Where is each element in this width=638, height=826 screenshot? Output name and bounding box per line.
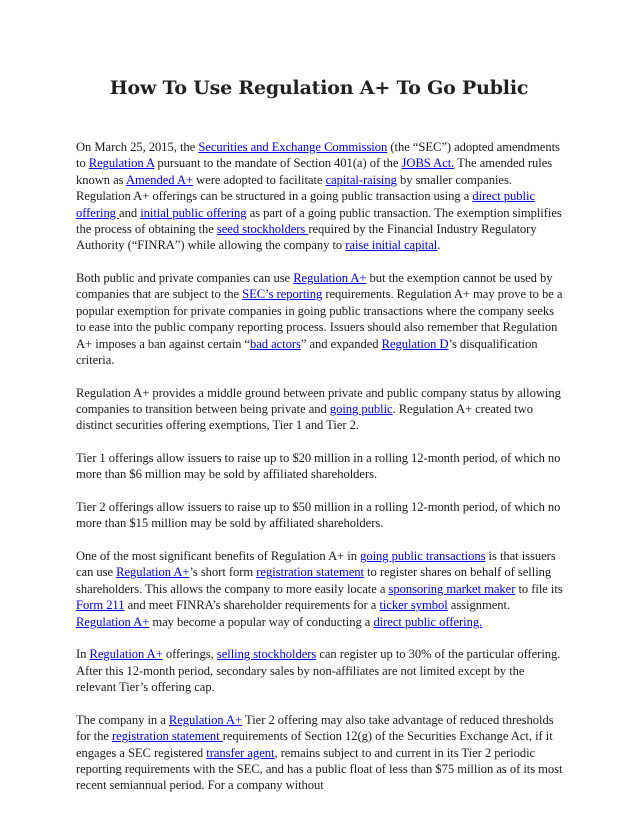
text-run: . Regulation A+ created two distinct securities offering exemptions, Tier 1 and Tier 2. <box>76 402 533 433</box>
inline-link[interactable]: direct public offering. <box>373 614 483 629</box>
paragraph <box>76 270 566 368</box>
paragraph <box>76 139 566 254</box>
text-run: is that issuers can use <box>76 549 556 580</box>
text-run: as part of a going public transaction. The exemption simplifies the process of obtaining the <box>76 205 562 237</box>
inline-link[interactable]: Securities and Exchange Commission <box>198 140 388 154</box>
inline-link[interactable]: Amended A+ <box>125 172 194 187</box>
inline-link[interactable]: seed stockholders <box>216 222 309 237</box>
inline-link[interactable]: raise initial capital <box>345 238 438 253</box>
text-run: assignment. <box>447 598 511 613</box>
inline-link[interactable]: capital-raising <box>325 172 397 187</box>
inline-link[interactable]: Regulation A+ <box>168 712 243 727</box>
text-run: to file its <box>515 581 563 596</box>
inline-link[interactable]: registration statement <box>111 729 223 744</box>
text-run: ’s disqualification criteria. <box>76 336 538 368</box>
text-run: but the exemption cannot be used by companies that are subject to the <box>76 271 553 302</box>
paragraph <box>76 450 566 483</box>
inline-link[interactable]: bad actors <box>249 336 301 351</box>
text-run: pursuant to the mandate of Section 401(a) of the <box>154 156 402 171</box>
inline-link[interactable]: initial public offering <box>140 205 247 220</box>
inline-link[interactable]: JOBS Act. <box>401 156 455 171</box>
inline-link[interactable]: sponsoring market maker <box>388 581 516 596</box>
text-run: On March 25, 2015, the <box>76 140 199 154</box>
inline-link[interactable]: going public transactions <box>360 549 486 564</box>
text-run: ’s short form <box>189 565 257 580</box>
inline-link[interactable]: direct public offering <box>76 189 535 220</box>
document-body <box>76 139 566 810</box>
inline-link[interactable]: Regulation A+ <box>76 614 150 629</box>
inline-link[interactable]: Regulation D <box>381 336 449 351</box>
text-run: Tier 2 offerings allow issuers to raise up to $50 million in a rolling 12-month period, of which no more than $15 million may be sold by affiliated shareholders. <box>76 500 561 531</box>
text-run: may become a popular way of conducting a <box>149 614 374 629</box>
paragraph <box>76 548 566 630</box>
text-run: were adopted to facilitate <box>193 172 326 187</box>
text-run: and meet FINRA’s shareholder requirements for a <box>124 598 380 613</box>
paragraph <box>76 712 566 794</box>
inline-link[interactable]: registration statement <box>256 565 364 580</box>
text-run: (the “SEC”) adopted amendments to <box>76 140 560 171</box>
text-run: Regulation A+ provides a middle ground between private and public company status by allowing companies to transition between being private and <box>76 385 561 417</box>
text-run: , remains subject to and current in its Tier 2 periodic reporting requirements with the SEC, and has a public float of less than $75 million as of its most recent semiannual period. For a company without <box>76 745 563 793</box>
inline-link[interactable]: Regulation A+ <box>89 647 163 662</box>
text-run: to register shares on behalf of selling shareholders. This allows the company to more easily locate a <box>76 565 552 596</box>
text-run: One of the most significant benefits of Regulation A+ in <box>76 549 361 564</box>
inline-link[interactable]: Form 211 <box>76 598 125 613</box>
text-run: The company in a <box>76 712 169 727</box>
text-run: The amended rules known as <box>76 156 553 187</box>
document-title: How To Use Regulation A+ To Go Public <box>109 77 529 99</box>
text-run: requirements. Regulation A+ may prove to be a popular exemption for private companies in going public transactions where the company seeks to ease into the public company reporting process. Issuers should also remember that Regulation A+ imposes a ban against certain “ <box>76 287 563 351</box>
text-run: ” and expanded <box>300 336 382 351</box>
text-run: Both public and private companies can use <box>76 271 294 286</box>
paragraph <box>76 385 566 434</box>
paragraph <box>76 499 566 532</box>
text-run: Tier 1 offerings allow issuers to raise up to $20 million in a rolling 12-month period, of which no more than $6 million may be sold by affiliated shareholders. <box>76 451 561 482</box>
text-run: can register up to 30% of the particular offering. After this 12-month period, secondary sales by non-affiliates are not limited except by the relevant Tier’s offering cap. <box>76 647 561 695</box>
text-run: required by the Financial Industry Regulatory Authority (“FINRA”) while allowing the company to <box>76 222 537 253</box>
paragraph <box>76 646 566 695</box>
text-run: In <box>76 647 90 662</box>
inline-link[interactable]: ticker symbol <box>379 598 448 613</box>
text-run: Tier 2 offering may also take advantage of reduced thresholds for the <box>76 712 554 744</box>
text-run: and <box>119 205 141 220</box>
text-run: requirements of Section 12(g) of the Securities Exchange Act, if it engages a SEC registered <box>76 729 553 760</box>
inline-link[interactable]: going public <box>329 402 393 417</box>
inline-link[interactable]: Regulation A+ <box>116 565 190 580</box>
text-run: by smaller companies. Regulation A+ offerings can be structured in a going public transaction using a <box>76 172 512 204</box>
text-run: . <box>437 238 441 253</box>
text-run: offerings, <box>162 647 217 662</box>
inline-link[interactable]: transfer agent <box>206 745 275 760</box>
inline-link[interactable]: SEC’s reporting <box>242 287 323 302</box>
inline-link[interactable]: Regulation A <box>88 156 155 171</box>
inline-link[interactable]: Regulation A+ <box>293 271 367 286</box>
inline-link[interactable]: selling stockholders <box>216 647 317 662</box>
